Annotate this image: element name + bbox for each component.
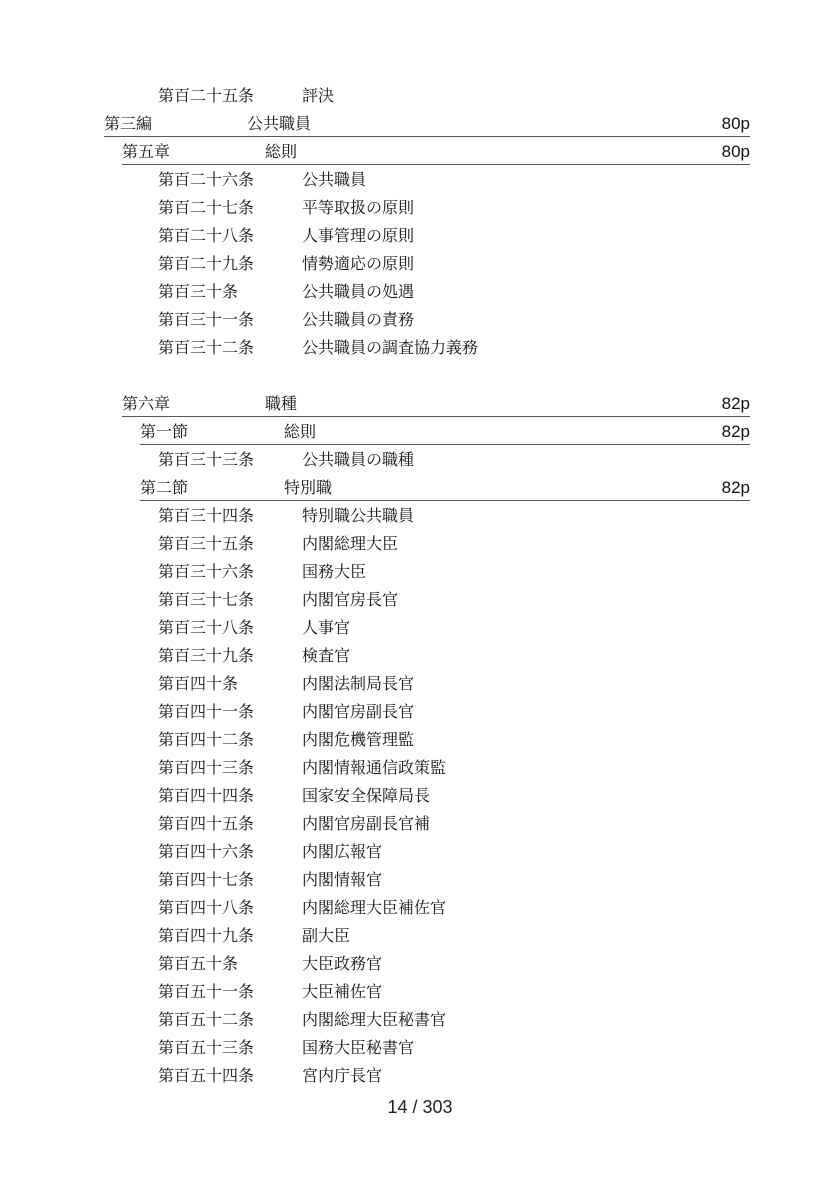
- heading-name: 職種: [265, 394, 298, 413]
- heading-page-ref: 80p: [721, 142, 750, 161]
- article-number: 第百四十三条: [158, 758, 255, 777]
- article-number: 第百二十七条: [158, 198, 255, 217]
- article-title: 人事管理の原則: [302, 226, 415, 245]
- article-number: 第百三十三条: [158, 450, 255, 469]
- toc-heading-setsu: [140, 420, 750, 445]
- toc-heading-shou: [122, 140, 750, 165]
- article-number: 第百四十九条: [158, 926, 255, 945]
- article-title: 公共職員の職種: [302, 450, 415, 469]
- toc-heading-setsu: [140, 476, 750, 501]
- article-title: 評決: [302, 86, 335, 105]
- heading-name: 特別職: [284, 478, 333, 497]
- article-title: 内閣危機管理監: [302, 730, 415, 749]
- article-title: 国務大臣秘書官: [302, 1038, 415, 1057]
- article-number: 第百四十八条: [158, 898, 255, 917]
- article-title: 情勢適応の原則: [302, 254, 415, 273]
- article-title: 宮内庁長官: [302, 1066, 383, 1085]
- article-title: 国務大臣: [302, 562, 367, 581]
- article-title: 内閣官房副長官補: [302, 814, 431, 833]
- article-title: 国家安全保障局長: [302, 786, 431, 805]
- article-title: 内閣官房長官: [302, 590, 399, 609]
- article-title: 平等取扱の原則: [302, 198, 415, 217]
- article-number: 第百五十四条: [158, 1066, 255, 1085]
- article-number: 第百三十五条: [158, 534, 255, 553]
- article-number: 第百四十七条: [158, 870, 255, 889]
- heading-label: 第二節: [140, 478, 189, 497]
- toc-heading-hen: [104, 112, 750, 137]
- article-title: 特別職公共職員: [302, 506, 415, 525]
- article-number: 第百二十六条: [158, 170, 255, 189]
- article-number: 第百三十六条: [158, 562, 255, 581]
- article-number: 第百四十二条: [158, 730, 255, 749]
- article-number: 第百二十九条: [158, 254, 255, 273]
- article-number: 第百三十四条: [158, 506, 255, 525]
- article-title: 内閣法制局長官: [302, 674, 415, 693]
- article-number: 第百三十二条: [158, 338, 255, 357]
- article-number: 第百四十五条: [158, 814, 255, 833]
- article-number: 第百五十条: [158, 954, 239, 973]
- article-title: 公共職員: [302, 170, 367, 189]
- heading-label: 第三編: [104, 114, 153, 133]
- article-number: 第百五十一条: [158, 982, 255, 1001]
- article-title: 内閣広報官: [302, 842, 383, 861]
- article-title: 大臣政務官: [302, 954, 383, 973]
- article-title: 内閣情報官: [302, 870, 383, 889]
- article-number: 第百四十条: [158, 674, 239, 693]
- article-title: 公共職員の責務: [302, 310, 415, 329]
- heading-label: 第五章: [122, 142, 171, 161]
- article-title: 内閣総理大臣補佐官: [302, 898, 447, 917]
- toc-heading-shou: [122, 392, 750, 417]
- article-title: 公共職員の調査協力義務: [302, 338, 479, 357]
- heading-name: 公共職員: [247, 114, 312, 133]
- heading-label: 第一節: [140, 422, 189, 441]
- article-number: 第百四十一条: [158, 702, 255, 721]
- heading-page-ref: 80p: [721, 114, 750, 133]
- heading-page-ref: 82p: [721, 394, 750, 413]
- article-title: 内閣官房副長官: [302, 702, 415, 721]
- article-title: 大臣補佐官: [302, 982, 383, 1001]
- article-number: 第百三十七条: [158, 590, 255, 609]
- article-title: 内閣総理大臣: [302, 534, 399, 553]
- article-number: 第百二十八条: [158, 226, 255, 245]
- heading-label: 第六章: [122, 394, 171, 413]
- article-title: 人事官: [302, 618, 351, 637]
- article-title: 公共職員の処遇: [302, 282, 415, 301]
- heading-page-ref: 82p: [721, 478, 750, 497]
- article-title: 内閣総理大臣秘書官: [302, 1010, 447, 1029]
- heading-name: 総則: [284, 422, 317, 441]
- article-number: 第百四十四条: [158, 786, 255, 805]
- article-title: 検査官: [302, 646, 351, 665]
- article-number: 第百三十条: [158, 282, 239, 301]
- page-number: 14 / 303: [387, 1097, 453, 1117]
- article-number: 第百三十一条: [158, 310, 255, 329]
- heading-name: 総則: [265, 142, 298, 161]
- article-title: 内閣情報通信政策監: [302, 758, 447, 777]
- heading-page-ref: 82p: [721, 422, 750, 441]
- article-number: 第百五十二条: [158, 1010, 255, 1029]
- article-number: 第百三十九条: [158, 646, 255, 665]
- article-number: 第百三十八条: [158, 618, 255, 637]
- article-number: 第百四十六条: [158, 842, 255, 861]
- article-number: 第百五十三条: [158, 1038, 255, 1057]
- article-title: 副大臣: [302, 926, 351, 945]
- article-number: 第百二十五条: [158, 86, 255, 105]
